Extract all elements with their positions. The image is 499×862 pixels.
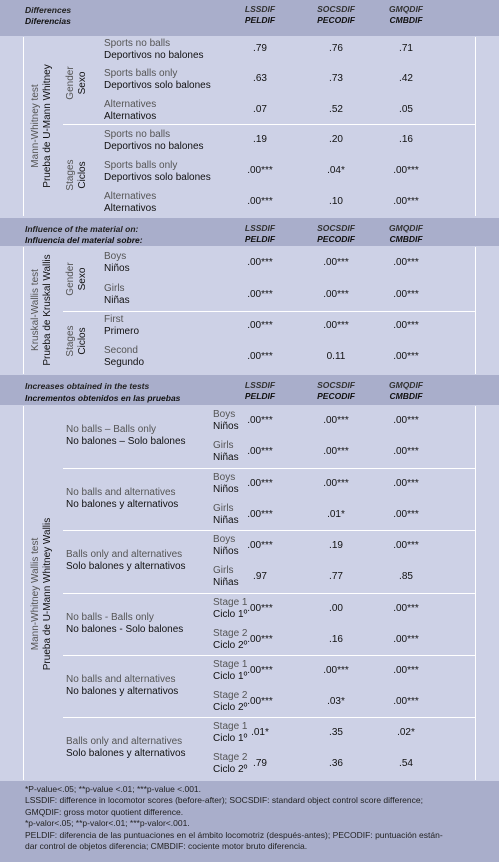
column-rule: [23, 247, 24, 374]
value-cell: .16: [329, 634, 343, 645]
value-cell: .00***: [393, 257, 419, 268]
value-cell: .00***: [247, 634, 273, 645]
row-label-es: Niñas: [213, 577, 239, 588]
value-cell: .16: [399, 134, 413, 145]
section1-col-header: [301, 4, 371, 26]
row-label-es: Ciclo 1º: [213, 609, 248, 620]
comparison-label-es: No balones - Solo balones: [66, 624, 184, 635]
value-cell: .00***: [247, 446, 273, 457]
group-divider-rule: [63, 124, 475, 125]
comparison-label: [66, 736, 186, 760]
comparison-label: [66, 424, 186, 448]
row-label-es: Segundo: [104, 357, 145, 368]
section3-title-en: Increases obtained in the tests: [25, 381, 150, 391]
section1-title-es: Diferencias: [25, 16, 71, 26]
value-cell: .00***: [323, 289, 349, 300]
row-label-es: Niños: [104, 263, 130, 274]
value-cell: .00***: [247, 257, 273, 268]
value-cell: .79: [253, 43, 267, 54]
row-label-en: Stage 1: [213, 597, 248, 608]
group-label-en: Gender: [65, 262, 76, 296]
group-label-es: Sexo: [77, 71, 88, 95]
row-label-es: Ciclo 2º: [213, 640, 248, 651]
row-label-es: Primero: [104, 326, 140, 337]
value-cell: .00***: [247, 320, 273, 331]
section2-test-label-en: Kruskal-Wallis test: [30, 269, 41, 351]
value-cell: .00***: [393, 696, 419, 707]
col-header-es: PECODIF: [317, 391, 355, 401]
row-label-en: Sports no balls: [104, 38, 171, 49]
section1-test-label-en: Mann-Whitney test: [30, 84, 41, 168]
value-cell: .01*: [327, 509, 345, 520]
section2-title-es: Influencia del material sobre:: [25, 235, 143, 245]
column-rule: [475, 406, 476, 780]
section3-col-header: [301, 380, 371, 402]
row-label-es: Deportivos solo balones: [104, 80, 211, 91]
row-label-en: Stage 2: [213, 690, 248, 701]
col-header-en: SOCSDIF: [317, 380, 355, 390]
value-cell: .00***: [247, 509, 273, 520]
value-cell: .00: [329, 603, 343, 614]
row-label: [104, 345, 144, 369]
column-rule: [23, 406, 24, 780]
row-label-en: Girls: [104, 283, 125, 294]
row-label: [104, 251, 130, 275]
block-divider: [63, 468, 475, 469]
value-cell: .00***: [247, 165, 273, 176]
col-header-es: PECODIF: [317, 234, 355, 244]
value-cell: .00***: [323, 665, 349, 676]
section1-col-header: [225, 4, 295, 26]
row-label-en: Sports balls only: [104, 160, 178, 171]
value-cell: .00***: [393, 665, 419, 676]
row-label-es: Ciclo 1º: [213, 671, 248, 682]
row-label-en: Girls: [213, 503, 234, 514]
comparison-label-en: No balls and alternatives: [66, 487, 176, 498]
col-header-es: CMBDIF: [389, 15, 423, 25]
group-label: [65, 135, 89, 215]
value-cell: .03*: [327, 696, 345, 707]
row-label-es: Niñas: [104, 295, 130, 306]
value-cell: .19: [329, 540, 343, 551]
section2-col-header: [225, 223, 295, 245]
row-label-en: Second: [104, 345, 138, 356]
row-label-es: Niñas: [213, 452, 239, 463]
value-cell: .00***: [393, 351, 419, 362]
comparison-label: [66, 487, 178, 511]
value-cell: .54: [399, 758, 413, 769]
row-label: [104, 68, 211, 92]
section2-col-header: [371, 223, 441, 245]
value-cell: .00***: [247, 196, 273, 207]
value-cell: .00***: [247, 665, 273, 676]
section2-test-label: [30, 250, 54, 370]
value-cell: .35: [329, 727, 343, 738]
col-header-es: CMBDIF: [389, 391, 423, 401]
section3-test-label: [30, 474, 54, 714]
row-label-en: Boys: [104, 251, 127, 262]
row-label: [104, 314, 139, 338]
group-divider: [63, 311, 475, 312]
value-cell: .85: [399, 571, 413, 582]
value-cell: .19: [253, 134, 267, 145]
comparison-label-es: No balones – Solo balones: [66, 436, 186, 447]
comparison-label-es: No balones y alternativos: [66, 499, 179, 510]
value-cell: .20: [329, 134, 343, 145]
row-label: [104, 191, 156, 215]
group-label: [65, 249, 89, 309]
value-cell: .00***: [247, 478, 273, 489]
section1-test-label: [30, 41, 54, 211]
value-cell: .00***: [393, 634, 419, 645]
footnotes: [25, 784, 495, 852]
group-label-es: Ciclos: [77, 161, 88, 189]
value-cell: .00***: [393, 196, 419, 207]
row-label-es: Ciclo 2º: [213, 764, 248, 775]
comparison-label-es: Solo balones y alternativos: [66, 748, 186, 759]
row-label: [104, 38, 204, 62]
section3-test-label-es: Prueba de U-Mann Whitney Wallis: [42, 517, 53, 671]
row-label-es: Deportivos no balones: [104, 50, 204, 61]
value-cell: .00***: [393, 415, 419, 426]
value-cell: .76: [329, 43, 343, 54]
value-cell: .79: [253, 758, 267, 769]
section1-col-header: [371, 4, 441, 26]
col-header-es: PELDIF: [244, 391, 276, 401]
section2-title-en: Influence of the material on:: [25, 224, 139, 234]
footnote-line: PELDIF: diferencia de las puntuaciones en el ámbito locomotriz (después-antes); PECODIF: puntuación están-: [25, 829, 443, 840]
col-header-es: PELDIF: [244, 15, 276, 25]
comparison-label-en: No balls - Balls only: [66, 612, 154, 623]
group-label-en: Stages: [65, 159, 76, 191]
col-header-en: SOCSDIF: [317, 223, 355, 233]
value-cell: .36: [329, 758, 343, 769]
row-label-es: Ciclo 1º: [213, 733, 248, 744]
value-cell: 0.11: [326, 351, 346, 362]
row-label-en: Boys: [213, 409, 236, 420]
row-label-es: Niñas: [213, 515, 239, 526]
section2-col-header: [301, 223, 371, 245]
row-label-en: Boys: [213, 534, 236, 545]
value-cell: .71: [399, 43, 413, 54]
col-header-en: GMQDIF: [389, 380, 423, 390]
row-label-en: Stage 1: [213, 659, 248, 670]
comparison-label-es: No balones y alternativos: [66, 686, 179, 697]
value-cell: .00***: [323, 446, 349, 457]
value-cell: .00***: [247, 696, 273, 707]
col-header-es: CMBDIF: [389, 234, 423, 244]
row-label-es: Alternativos: [104, 203, 157, 214]
value-cell: .42: [399, 73, 413, 84]
comparison-label: [66, 674, 178, 698]
value-cell: .00***: [323, 478, 349, 489]
section3-test-label-en: Mann-Whitney Wallis test: [30, 537, 41, 651]
group-label-es: Sexo: [77, 267, 88, 291]
row-label-es: Deportivos solo balones: [104, 172, 211, 183]
column-rule: [23, 37, 24, 216]
section3-col-header: [371, 380, 441, 402]
section1-title-en: Differences: [25, 5, 72, 15]
value-cell: .73: [329, 73, 343, 84]
row-label-en: First: [104, 314, 124, 325]
value-cell: .00***: [323, 257, 349, 268]
comparison-label-en: Balls only and alternatives: [66, 736, 183, 747]
value-cell: .63: [253, 73, 267, 84]
footnote-line: GMQDIF: gross motor quotient difference.: [25, 806, 184, 817]
footnote-line: *P-value<.05; **p-value <.01; ***p-value <.001.: [25, 784, 202, 794]
column-rule: [475, 37, 476, 216]
comparison-label-en: No balls and alternatives: [66, 674, 176, 685]
section2-test-label-es: Prueba de Kruskal Wallis: [42, 254, 53, 366]
row-label-en: Boys: [213, 472, 236, 483]
row-label: [104, 99, 156, 123]
group-label: [65, 311, 89, 371]
footnote-line: *p-valor<.05; **p-valor<.01; ***p-valor<.001.: [25, 818, 190, 829]
value-cell: .00***: [323, 415, 349, 426]
col-header-en: LSSDIF: [244, 380, 276, 390]
value-cell: .00***: [393, 289, 419, 300]
value-cell: .00***: [247, 603, 273, 614]
value-cell: .07: [253, 104, 267, 115]
value-cell: .00***: [393, 165, 419, 176]
block-divider: [63, 593, 475, 594]
section3-title-es: Incrementos obtenidos en las pruebas: [25, 393, 181, 403]
comparison-label-en: No balls – Balls only: [66, 424, 157, 435]
row-label-en: Alternatives: [104, 191, 157, 202]
value-cell: .00***: [393, 446, 419, 457]
value-cell: .00***: [247, 289, 273, 300]
value-cell: .05: [399, 104, 413, 115]
comparison-label-en: Balls only and alternatives: [66, 549, 183, 560]
row-label-es: Ciclo 2º: [213, 702, 248, 713]
row-label: [104, 160, 211, 184]
row-label-en: Sports balls only: [104, 68, 178, 79]
column-rule: [475, 247, 476, 374]
group-label-en: Stages: [65, 325, 76, 357]
row-label-en: Girls: [213, 565, 234, 576]
value-cell: .00***: [393, 478, 419, 489]
col-header-en: LSSDIF: [244, 223, 276, 233]
value-cell: .00***: [393, 540, 419, 551]
block-divider: [63, 655, 475, 656]
value-cell: .10: [329, 196, 343, 207]
value-cell: .00***: [247, 351, 273, 362]
group-label-es: Ciclos: [77, 327, 88, 355]
row-label-es: Niños: [213, 421, 239, 432]
footnote-line: dar control de objetos diferencia; CMBDIF: cociente motor bruto diferencia.: [25, 841, 308, 852]
value-cell: .00***: [247, 415, 273, 426]
value-cell: .52: [329, 104, 343, 115]
footnote-line: LSSDIF: difference in locomotor scores (before-after); SOCSDIF: standard object control score difference;: [25, 795, 423, 806]
value-cell: .00***: [393, 603, 419, 614]
value-cell: .00***: [247, 540, 273, 551]
value-cell: .97: [253, 571, 267, 582]
row-label: [104, 129, 204, 153]
row-label-en: Alternatives: [104, 99, 157, 110]
row-label-es: Niños: [213, 546, 239, 557]
comparison-label: [66, 612, 183, 636]
col-header-en: SOCSDIF: [317, 4, 355, 14]
value-cell: .04*: [327, 165, 345, 176]
section3-col-header: [225, 380, 295, 402]
row-label-en: Girls: [213, 440, 234, 451]
value-cell: .77: [329, 571, 343, 582]
row-label-en: Stage 2: [213, 628, 248, 639]
value-cell: .00***: [323, 320, 349, 331]
row-label-en: Stage 1: [213, 721, 248, 732]
value-cell: .00***: [393, 509, 419, 520]
row-label-es: Niños: [213, 484, 239, 495]
col-header-en: GMQDIF: [389, 223, 423, 233]
section1-test-label-es: Prueba de U-Mann Whitney: [42, 64, 53, 188]
row-label-es: Alternativos: [104, 111, 157, 122]
col-header-en: GMQDIF: [389, 4, 423, 14]
value-cell: .02*: [397, 727, 415, 738]
comparison-label: [66, 549, 186, 573]
group-label: [65, 43, 89, 123]
value-cell: .01*: [251, 727, 269, 738]
row-label: [104, 283, 130, 307]
block-divider: [63, 717, 475, 718]
row-label-en: Sports no balls: [104, 129, 171, 140]
comparison-label-es: Solo balones y alternativos: [66, 561, 186, 572]
row-label-es: Deportivos no balones: [104, 141, 204, 152]
col-header-es: PELDIF: [244, 234, 276, 244]
block-divider: [63, 530, 475, 531]
value-cell: .00***: [393, 320, 419, 331]
group-label-en: Gender: [65, 66, 76, 100]
row-label-en: Stage 2: [213, 752, 248, 763]
col-header-es: PECODIF: [317, 15, 355, 25]
col-header-en: LSSDIF: [244, 4, 276, 14]
